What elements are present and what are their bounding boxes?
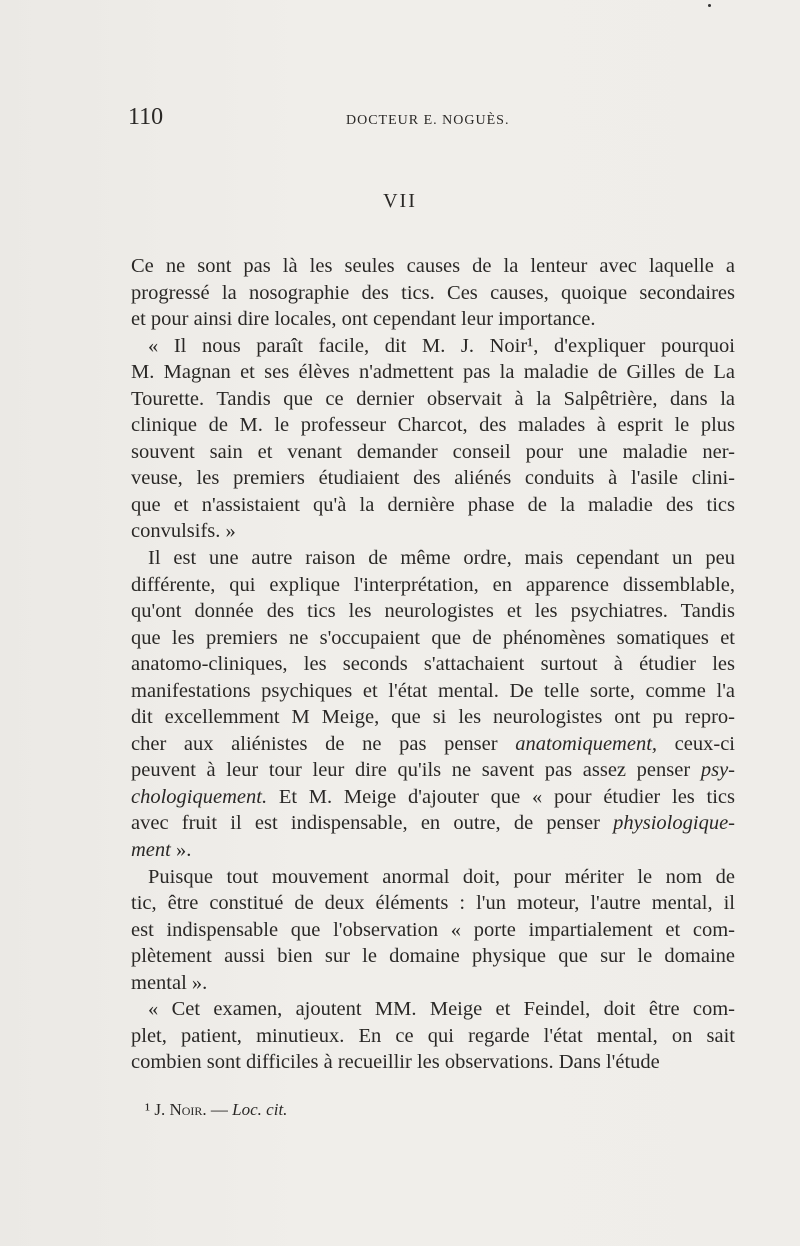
- text-line: Puisque tout mouvement anormal doit, pour mériter le nom de: [148, 865, 735, 888]
- ink-speck: [708, 4, 711, 7]
- text-line: différente, qui explique l'interprétation, en apparence dissemblable,: [131, 573, 735, 596]
- text-line: « Cet examen, ajoutent MM. Meige et Feindel, doit être com-: [148, 998, 735, 1021]
- footnote-reference: Loc. cit.: [232, 1100, 288, 1119]
- text-line: est indispensable que l'observation « porte impartialement et com-: [131, 918, 735, 941]
- text-line: « Il nous paraît facile, dit M. J. Noir¹, d'expliquer pourquoi: [148, 334, 735, 357]
- running-title: DOCTEUR E. NOGUÈS.: [346, 113, 510, 128]
- text-line: [131, 810, 735, 837]
- page-number: 110: [128, 104, 164, 130]
- text-line: souvent sain et venant demander conseil pour une maladie ner-: [131, 440, 735, 463]
- text-line: plet, patient, minutieux. En ce qui regarde l'état mental, on sait: [131, 1024, 735, 1047]
- footnote-marker: ¹: [145, 1100, 151, 1119]
- text-segment: Et M. Meige d'ajouter que « pour étudier les tics: [267, 785, 735, 808]
- text-line: et pour ainsi dire locales, ont cependant leur importance.: [131, 308, 596, 331]
- text-line: [131, 837, 735, 864]
- text-line: M. Magnan et ses élèves n'admettent pas la maladie de Gilles de La: [131, 361, 735, 384]
- text-line: plètement aussi bien sur le domaine physique que sur le domaine: [131, 945, 735, 968]
- italic-term: physiologique-: [613, 812, 735, 835]
- text-segment: avec fruit il est indispensable, en outre, de penser: [131, 812, 614, 835]
- footnote-author: J. Noir.: [154, 1100, 207, 1119]
- text-segment: ».: [170, 839, 192, 862]
- text-line: que les premiers ne s'occupaient que de phénomènes somatiques et: [131, 626, 735, 649]
- text-line: [131, 757, 735, 784]
- italic-term: chologiquement.: [131, 785, 268, 808]
- text-line: [131, 784, 735, 811]
- text-line: qu'ont donnée des tics les neurologistes et les psychiatres. Tandis: [131, 600, 735, 623]
- text-segment: peuvent à leur tour leur dire qu'ils ne savent pas assez penser: [131, 759, 701, 782]
- text-line: tic, être constitué de deux éléments : l'un moteur, l'autre mental, il: [131, 892, 735, 915]
- text-line: que et n'assistaient qu'à la dernière phase de la maladie des tics: [131, 493, 735, 516]
- text-line: anatomo-cliniques, les seconds s'attachaient surtout à étudier les: [131, 653, 735, 676]
- text-line: dit excellemment M Meige, que si les neurologistes ont pu repro-: [131, 706, 735, 729]
- italic-term: ment: [131, 839, 171, 862]
- text-line: [131, 731, 735, 758]
- footnote-dash: —: [210, 1100, 228, 1119]
- text-segment: ceux-ci: [657, 732, 736, 755]
- text-segment: cher aux aliénistes de ne pas penser: [131, 732, 516, 755]
- text-line: clinique de M. le professeur Charcot, des malades à esprit le plus: [131, 414, 735, 437]
- text-line: mental ».: [131, 971, 208, 994]
- text-line: veuse, les premiers étudiaient des aliénés conduits à l'asile clini-: [131, 467, 735, 490]
- text-line: convulsifs. »: [131, 520, 236, 543]
- text-line: Tourette. Tandis que ce dernier observait à la Salpêtrière, dans la: [131, 387, 735, 410]
- text-line: progressé la nosographie des tics. Ces causes, quoique secondaires: [131, 281, 735, 304]
- footnote: [145, 1100, 287, 1120]
- text-line: Il est une autre raison de même ordre, mais cependant un peu: [148, 547, 735, 570]
- section-heading: VII: [383, 190, 417, 212]
- italic-term: anatomiquement,: [515, 732, 658, 755]
- page-header: [128, 104, 733, 134]
- body-text: [131, 253, 735, 1076]
- italic-term: psy-: [700, 759, 735, 782]
- text-line: manifestations psychiques et l'état mental. De telle sorte, comme l'a: [131, 679, 735, 702]
- text-line: combien sont difficiles à recueillir les observations. Dans l'étude: [131, 1051, 660, 1074]
- text-line: Ce ne sont pas là les seules causes de la lenteur avec laquelle a: [131, 255, 735, 277]
